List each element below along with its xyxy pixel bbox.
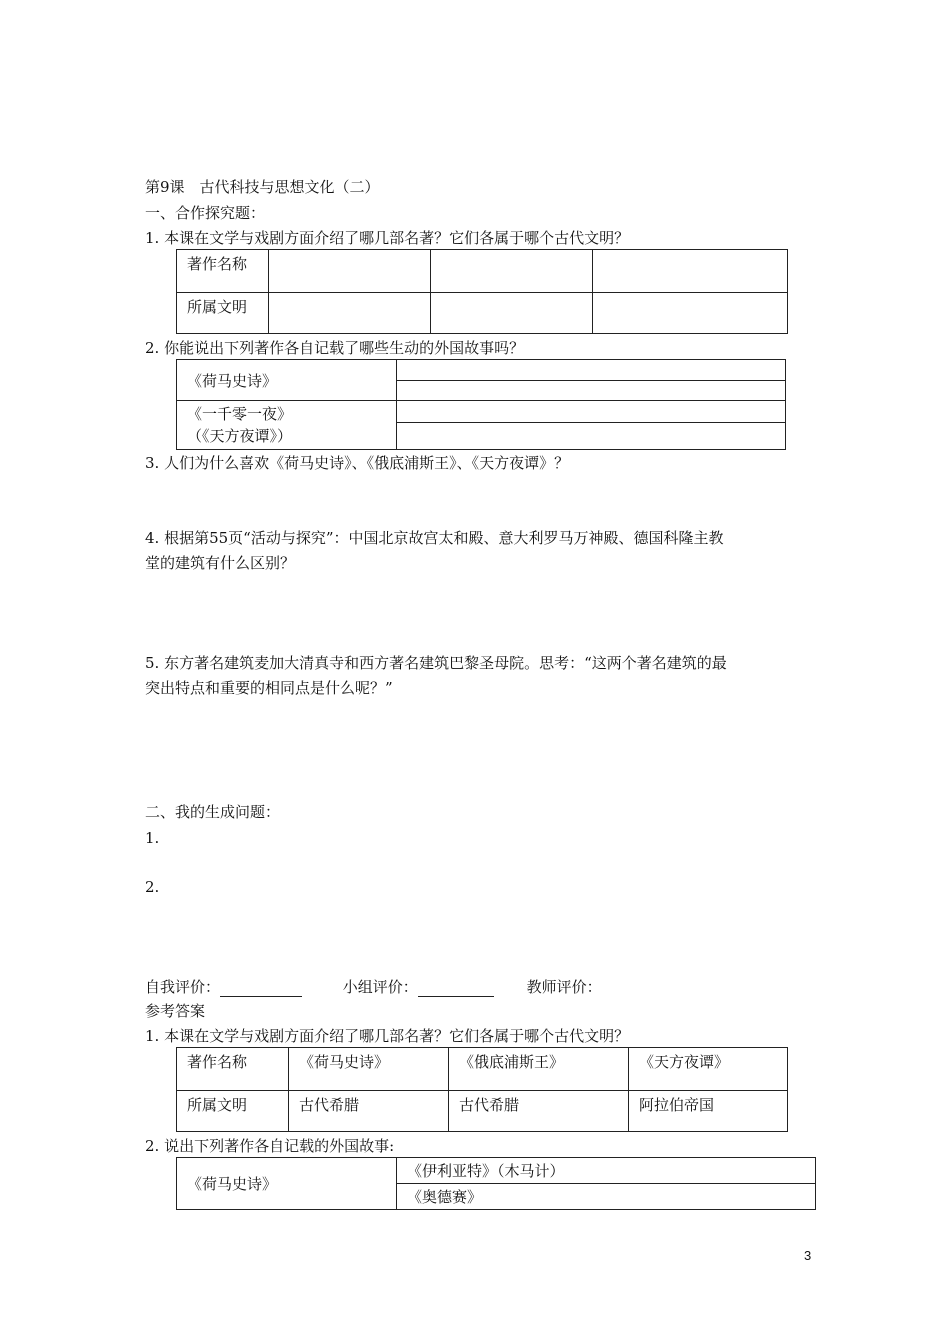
- q1-table-cell[interactable]: [431, 250, 593, 293]
- q1-table-cell[interactable]: [593, 293, 788, 334]
- page-number: 3: [804, 1248, 812, 1263]
- q2-work-homer: 《荷马史诗》: [177, 360, 397, 401]
- self-eval-label: 自我评价：: [145, 978, 221, 996]
- question-4-line2: 堂的建筑有什么区别？: [145, 554, 296, 572]
- section2-heading: 二、我的生成问题：: [145, 803, 281, 821]
- q2-story-cell[interactable]: [397, 381, 786, 401]
- q1-table-cell[interactable]: [269, 250, 431, 293]
- q1-table-cell[interactable]: [269, 293, 431, 334]
- answer2-work: 《荷马史诗》: [177, 1158, 397, 1210]
- answer1-row-cell: 古代希腊: [289, 1091, 449, 1132]
- question-3: 3. 人们为什么喜欢《荷马史诗》、《俄底浦斯王》、《天方夜谭》？: [145, 454, 570, 472]
- q1-blank-table: [176, 249, 788, 334]
- answers-heading: 参考答案: [145, 1002, 206, 1020]
- q2-blank-table: [176, 359, 786, 450]
- q1-table-cell[interactable]: [593, 250, 788, 293]
- question-5-line1: 5. 东方著名建筑麦加大清真寺和西方著名建筑巴黎圣母院。思考：“这两个著名建筑的最: [145, 654, 727, 672]
- question-2: 2. 你能说出下列著作各自记载了哪些生动的外国故事吗？: [145, 339, 525, 357]
- answer2-story: 《伊利亚特》（木马计）: [397, 1158, 816, 1184]
- q2-story-cell[interactable]: [397, 360, 786, 381]
- section1-heading: 一、合作探究题：: [145, 204, 266, 222]
- evaluation-row: [145, 977, 602, 997]
- group-eval-blank[interactable]: [418, 980, 494, 997]
- q1-table-label-civ: 所属文明: [177, 293, 269, 334]
- q1-table-label-work: 著作名称: [177, 250, 269, 293]
- generated-question-1: 1.: [145, 829, 160, 847]
- answer1-row-cell: 古代希腊: [449, 1091, 629, 1132]
- lesson-title: 第9课 古代科技与思想文化（二）: [145, 178, 380, 196]
- q2-work-line2: （《天方夜谭》）: [187, 427, 293, 445]
- answer1-header-cell: 《天方夜谭》: [629, 1048, 788, 1091]
- answer1-header-cell: 《荷马史诗》: [289, 1048, 449, 1091]
- question-5-line2: 突出特点和重要的相同点是什么呢？”: [145, 679, 393, 697]
- answer1-row-cell: 所属文明: [177, 1091, 289, 1132]
- answer1-header-cell: 《俄底浦斯王》: [449, 1048, 629, 1091]
- answer1-row-cell: 阿拉伯帝国: [629, 1091, 788, 1132]
- q2-story-cell[interactable]: [397, 401, 786, 423]
- q2-story-cell[interactable]: [397, 423, 786, 450]
- question-1: 1. 本课在文学与戏剧方面介绍了哪几部名著？它们各属于哪个古代文明？: [145, 229, 630, 247]
- q1-table-cell[interactable]: [431, 293, 593, 334]
- teacher-eval-label: 教师评价：: [526, 978, 602, 996]
- question-4-line1: 4. 根据第55页“活动与探究”：中国北京故宫太和殿、意大利罗马万神殿、德国科隆主教: [145, 529, 724, 547]
- self-eval-blank[interactable]: [220, 980, 302, 997]
- group-eval-label: 小组评价：: [342, 978, 418, 996]
- q2-work-line1: 《一千零一夜》: [187, 405, 293, 423]
- answer2-story: 《奥德赛》: [397, 1184, 816, 1210]
- q2-work-arabian-nights: [177, 401, 397, 450]
- generated-question-2: 2.: [145, 878, 160, 896]
- answer-question-2: 2. 说出下列著作各自记载的外国故事:: [145, 1137, 395, 1155]
- answer1-header-cell: 著作名称: [177, 1048, 289, 1091]
- answer-table-2: [176, 1157, 816, 1210]
- answer-question-1: 1. 本课在文学与戏剧方面介绍了哪几部名著？它们各属于哪个古代文明？: [145, 1027, 630, 1045]
- answer-table-1: [176, 1047, 788, 1132]
